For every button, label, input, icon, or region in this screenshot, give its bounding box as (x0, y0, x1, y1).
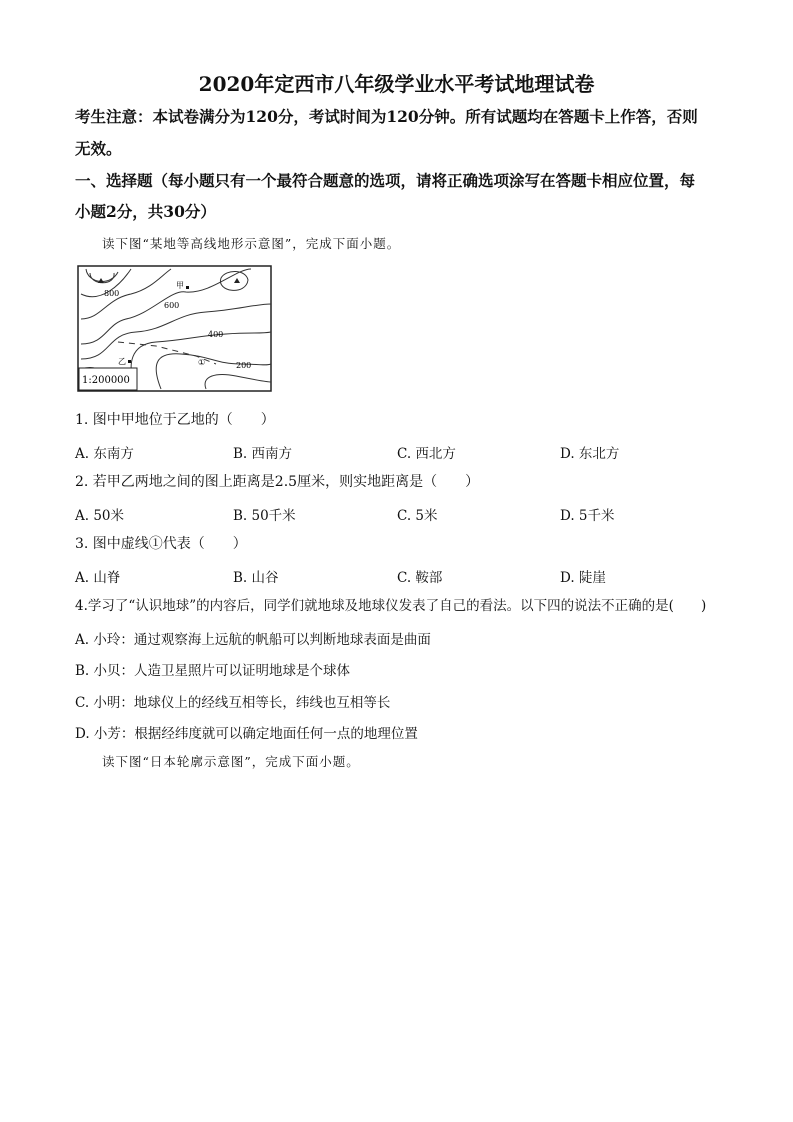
question-stem: 2. 若甲乙两地之间的图上距离是2.5厘米，则实地距离是（ ） (75, 474, 480, 490)
section-heading: 小题2分，共30分） (75, 202, 216, 221)
notice-line: 考生注意：本试卷满分为120分，考试时间为120分钟。所有试题均在答题卡上作答，否则 (75, 107, 698, 126)
option: D. 东北方 (560, 446, 620, 462)
option: B. 小贝：人造卫星照片可以证明地球是个球体 (75, 663, 351, 679)
section-heading: 一、选择题（每小题只有一个最符合题意的选项，请将正确选项涂写在答题卡相应位置，每 (75, 171, 696, 190)
point-jia: 甲 (176, 281, 184, 290)
question-stem: 3. 图中虚线①代表（ ） (75, 536, 247, 552)
line-label: ① (198, 358, 206, 367)
option: D. 小芳：根据经纬度就可以确定地面任何一点的地理位置 (75, 726, 418, 742)
contour-label-600: 600 (164, 301, 180, 310)
map-scale: 1:200000 (82, 375, 130, 386)
option: A. 50米 (75, 508, 125, 524)
contour-map (76, 264, 274, 394)
option: B. 山谷 (233, 570, 279, 586)
contour-label-800: 800 (104, 289, 120, 298)
intro-text: 读下图“某地等高线地形示意图”，完成下面小题。 (102, 236, 401, 251)
option: A. 小玲：通过观察海上远航的帆船可以判断地球表面是曲面 (75, 632, 431, 648)
option: C. 鞍部 (397, 570, 443, 586)
notice-line: 无效。 (75, 139, 122, 158)
contour-label-200: 200 (236, 361, 252, 370)
question-stem: 1. 图中甲地位于乙地的（ ） (75, 412, 275, 428)
option: A. 东南方 (75, 446, 134, 462)
point-yi: 乙 (118, 357, 126, 366)
option: C. 西北方 (397, 446, 456, 462)
option: C. 小明：地球仪上的经线互相等长，纬线也互相等长 (75, 695, 391, 711)
option: C. 5米 (397, 508, 438, 524)
page-title: 2020年定西市八年级学业水平考试地理试卷 (198, 72, 595, 96)
option: B. 50千米 (233, 508, 296, 524)
option: D. 5千米 (560, 508, 615, 524)
contour-label-400: 400 (208, 330, 224, 339)
option: A. 山脊 (75, 570, 121, 586)
question-stem: 4.学习了“认识地球”的内容后，同学们就地球及地球仪发表了自己的看法。以下四的说法不正确的是( ) (75, 598, 707, 614)
option: B. 西南方 (233, 446, 293, 462)
intro-text: 读下图“日本轮廓示意图”，完成下面小题。 (102, 754, 360, 769)
option: D. 陡崖 (560, 570, 606, 586)
